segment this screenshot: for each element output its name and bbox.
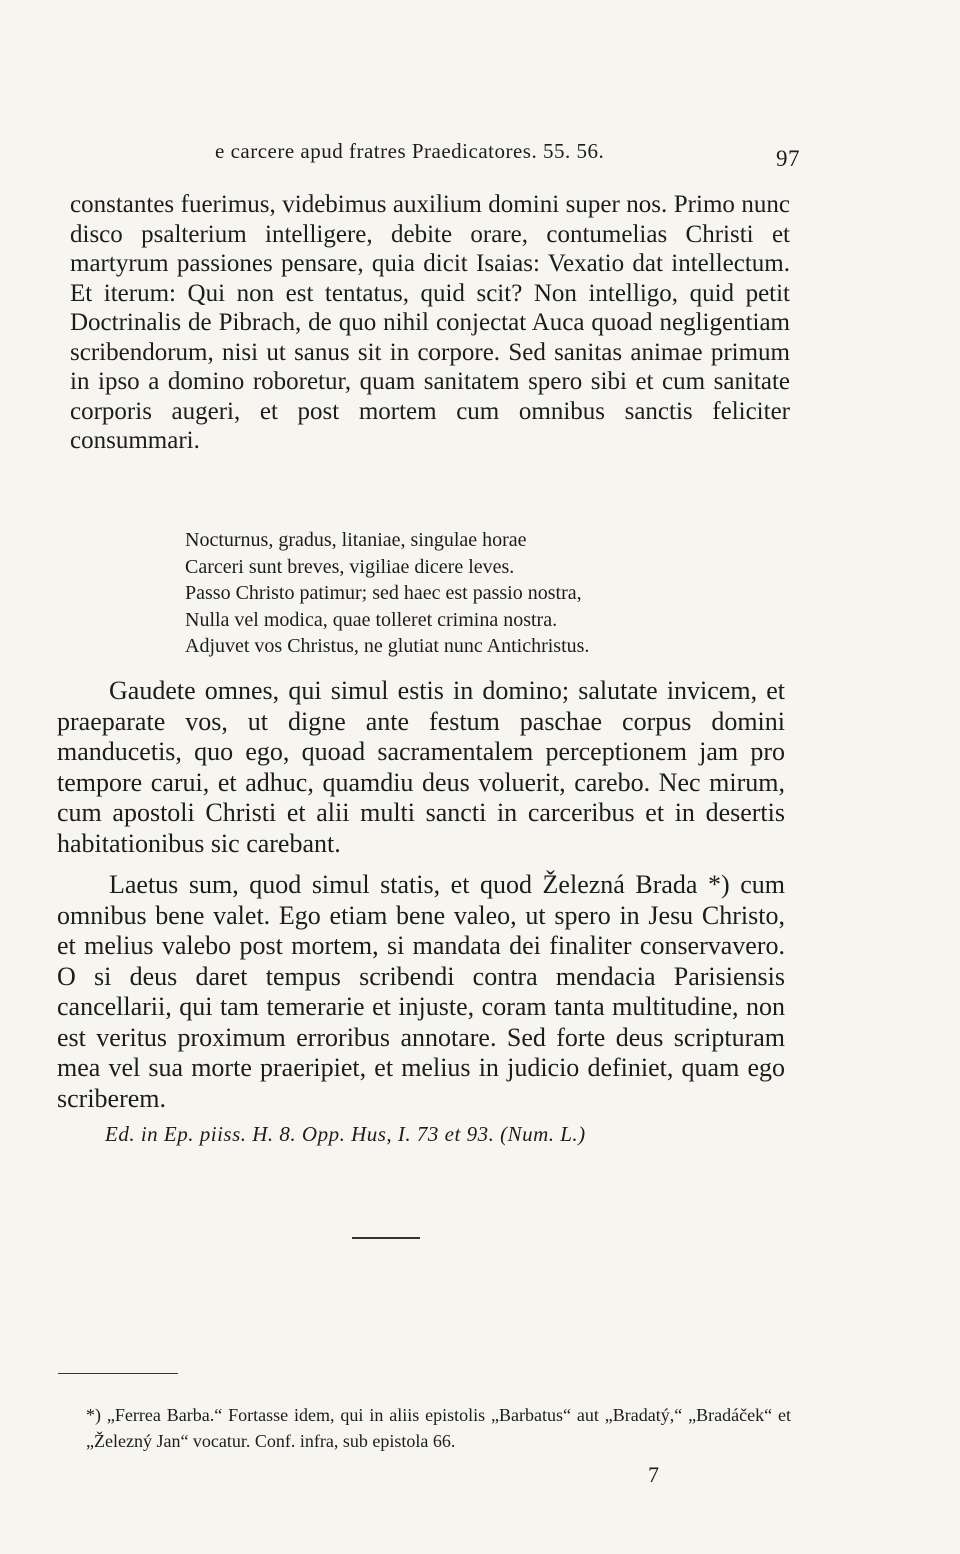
footnote: *) „Ferrea Barba.“ Fortasse idem, qui in aliis epistolis „Barbatus“ aut „Bradatý,“ „Bradáček“ et „Železný Jan“ vocatur. Conf. infra, sub epistola 66.	[86, 1405, 791, 1451]
paragraph-2-text: Gaudete omnes, qui simul estis in domino; salutate invicem, et praeparate vos, ut digne ante festum paschae corpus domini manducetis, quo ego, quoad sacramentalem perceptionem jam pro tempore carui, et adhuc, quamdiu deus voluerit, carebo. Nec mirum, cum apostoli Christi et alii multi sancti in carceribus et in desertis habitationibus sic carebant.	[57, 676, 785, 858]
paragraph-3	[57, 870, 785, 1114]
verse-line: Passo Christo patimur; sed haec est passio nostra,	[185, 582, 582, 604]
signature-mark: 7	[648, 1462, 659, 1487]
paragraph-3-text: Laetus sum, quod simul statis, et quod Železná Brada *) cum omnibus bene valet. Ego etiam bene valeo, ut spero in Jesu Christo, et melius valebo post mortem, si mandata dei finaliter conservavero. O si deus daret tempus scribendi contra mendacia Parisiensis cancellarii, qui tam temerarie et injuste, coram tanta multitudine, non est veritus proximum erroribus annotare. Sed forte deus scripturam mea vel sua morte praeripiet, et melius in judicio definiet, quam ego scriberem.	[57, 870, 785, 1113]
verse-line: Adjuvet vos Christus, ne glutiat nunc Antichristus.	[185, 635, 590, 657]
paragraph-2	[57, 676, 785, 859]
page-number: 97	[776, 146, 800, 171]
verse-block	[185, 527, 685, 660]
verse-line: Nulla vel modica, quae tolleret crimina nostra.	[185, 608, 558, 631]
verse-line: Carceri sunt breves, vigiliae dicere leves.	[185, 555, 515, 578]
header-title: e carcere apud fratres Praedicatores. 55. 56.	[215, 139, 605, 163]
verse-line: Nocturnus, gradus, litaniae, singulae horae	[185, 529, 527, 551]
paragraph-1-text: constantes fuerimus, videbimus auxilium domini super nos. Primo nunc disco psalterium intelligere, debite orare, contumelias Christi et martyrum passiones pensare, quia dicit Isaias: Vexatio dat intellectum. Et iterum: Qui non est tentatus, quid scit? Non intelligo, quid petit Doctrinalis de Pibrach, de quo nihil conjectat Auca quoad negligentiam scribendorum, nisi ut sanus sit in corpore. Sed sanitas animae primum in ipso a domino roboretur, quam sanitatem spero sibi et cum sanitate corporis augeri, et post mortem cum omnibus sanctis feliciter consummari.	[70, 191, 790, 454]
section-divider	[352, 1237, 420, 1239]
source-citation: Ed. in Ep. piiss. H. 8. Opp. Hus, I. 73 et 93. (Num. L.)	[105, 1122, 586, 1146]
paragraph-1	[70, 190, 790, 456]
footnote-rule	[58, 1373, 178, 1374]
